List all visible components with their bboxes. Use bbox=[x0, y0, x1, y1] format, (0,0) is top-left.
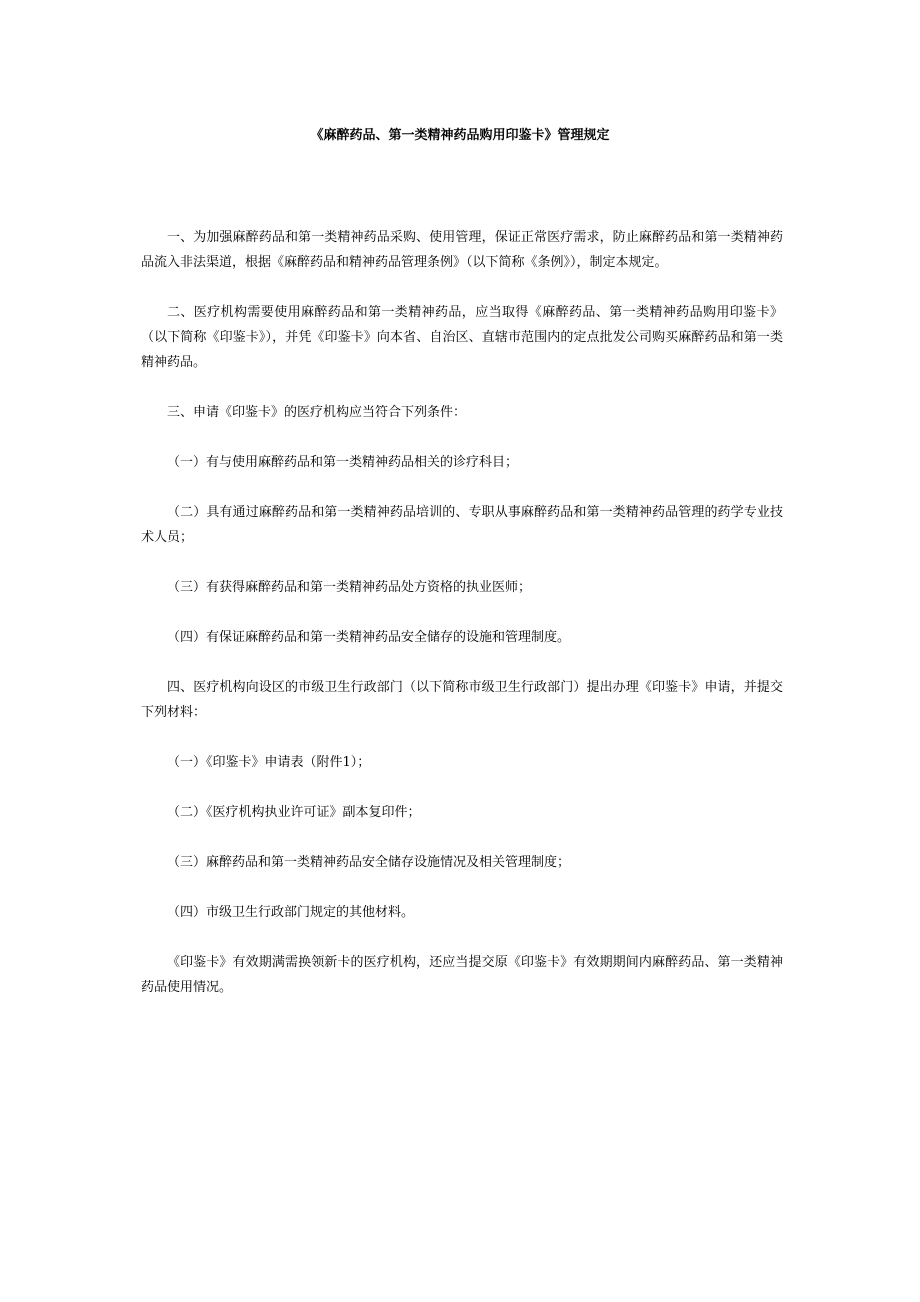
document-body bbox=[141, 225, 783, 1025]
paragraph-4: 四、医疗机构向设区的市级卫生行政部门（以下简称市级卫生行政部门）提出办理《印鉴卡》申请，并提交下列材料： bbox=[141, 680, 783, 720]
paragraph-renewal: 《印鉴卡》有效期满需换领新卡的医疗机构，还应当提交原《印鉴卡》有效期期间内麻醉药品、第一类精神药品使用情况。 bbox=[141, 955, 783, 995]
list-item-3-4: （四）有保证麻醉药品和第一类精神药品安全储存的设施和管理制度。 bbox=[167, 630, 571, 645]
list-item-4-3: （三）麻醉药品和第一类精神药品安全储存设施情况及相关管理制度； bbox=[167, 855, 571, 870]
list-item-3-3: （三）有获得麻醉药品和第一类精神药品处方资格的执业医师； bbox=[167, 580, 532, 595]
list-item-4-1: （一）《印鉴卡》申请表（附件1）； bbox=[167, 755, 371, 770]
list-item-3-1: （一）有与使用麻醉药品和第一类精神药品相关的诊疗科目； bbox=[167, 455, 519, 470]
paragraph-3: 三、申请《印鉴卡》的医疗机构应当符合下列条件： bbox=[167, 405, 467, 420]
list-item-4-2: （二）《医疗机构执业许可证》副本复印件； bbox=[167, 805, 421, 820]
paragraph-1: 一、为加强麻醉药品和第一类精神药品采购、使用管理，保证正常医疗需求，防止麻醉药品和第一类精神药品流入非法渠道，根据《麻醉药品和精神药品管理条例》（以下简称《条例》），制定本规定。 bbox=[141, 230, 783, 270]
list-item-4-4: （四）市级卫生行政部门规定的其他材料。 bbox=[167, 905, 415, 920]
document-title: 《麻醉药品、第一类精神药品购用印鉴卡》管理规定 bbox=[310, 128, 610, 143]
list-item-3-2: （二）具有通过麻醉药品和第一类精神药品培训的、专职从事麻醉药品和第一类精神药品管理的药学专业技术人员； bbox=[141, 505, 783, 545]
paragraph-2: 二、医疗机构需要使用麻醉药品和第一类精神药品，应当取得《麻醉药品、第一类精神药品购用印鉴卡》（以下简称《印鉴卡》），并凭《印鉴卡》向本省、自治区、直辖市范围内的定点批发公司购买麻醉药品和第一类精神药品。 bbox=[141, 305, 783, 370]
